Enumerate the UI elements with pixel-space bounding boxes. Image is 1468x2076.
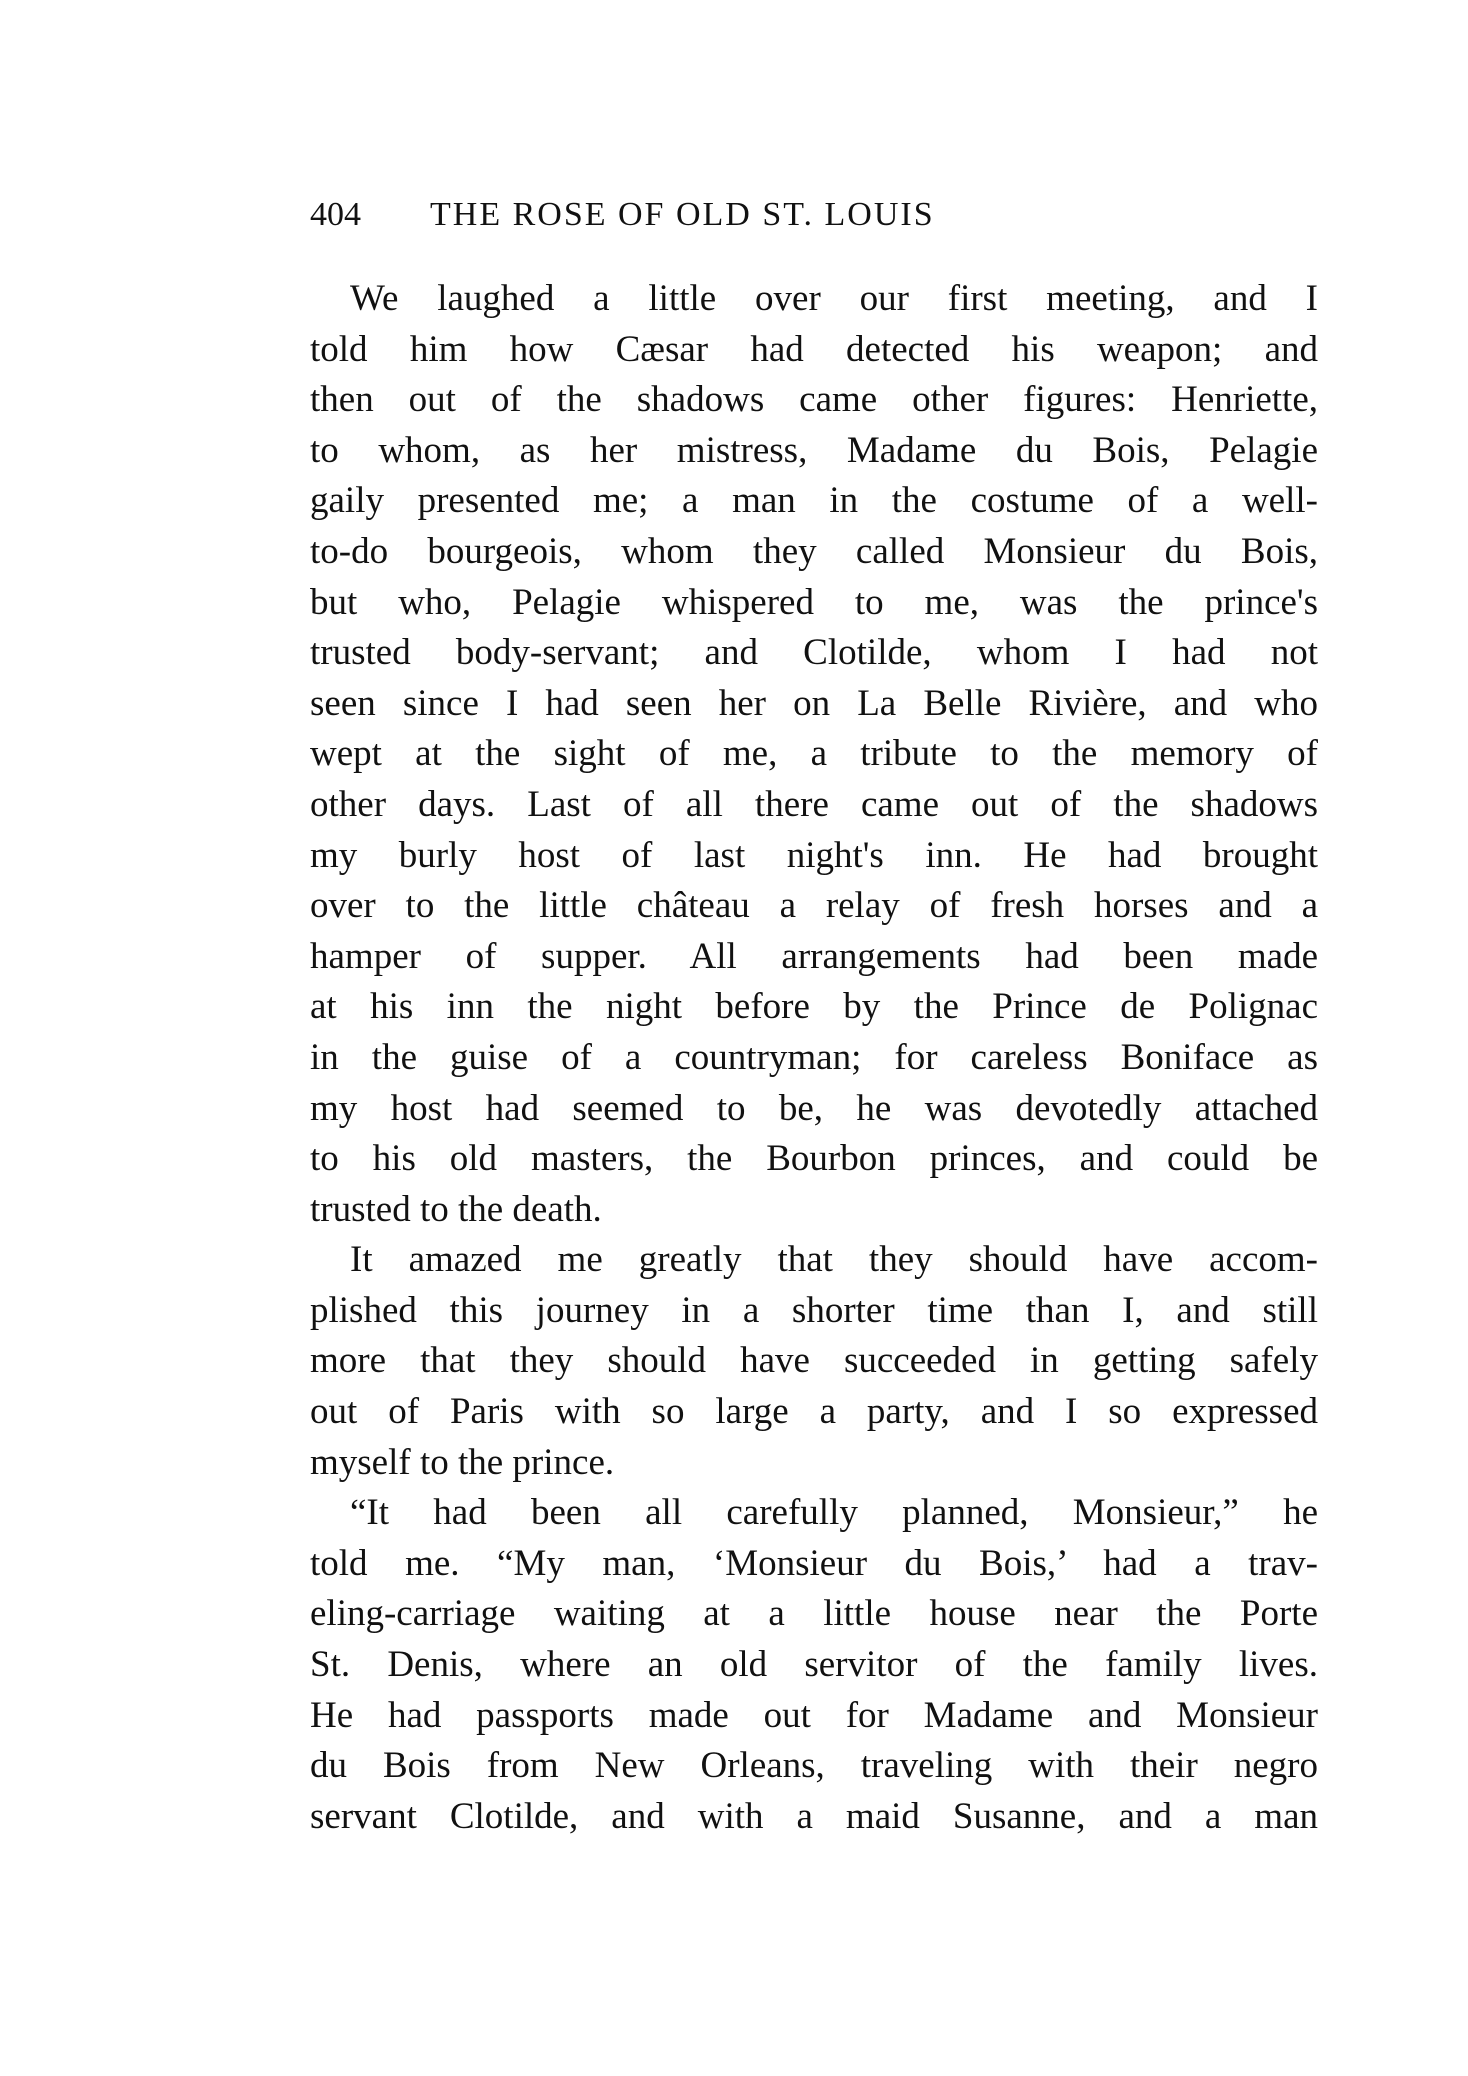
text-line: We laughed a little over our first meeting, and I xyxy=(350,278,1318,319)
text-line: wept at the sight of me, a tribute to the memory of xyxy=(310,733,1318,775)
text-line: gaily presented me; a man in the costume of a well- xyxy=(310,480,1318,522)
text-line: It amazed me greatly that they should have accom- xyxy=(350,1239,1318,1281)
running-header xyxy=(310,196,1318,240)
text-line: my host had seemed to be, he was devotedly attached xyxy=(310,1087,1318,1129)
text-line: but who, Pelagie whispered to me, was the prince's xyxy=(310,581,1318,623)
text-line: eling-carriage waiting at a little house near the Porte xyxy=(310,1593,1318,1635)
text-line: hamper of supper. All arrangements had been made xyxy=(310,935,1318,977)
text-line: other days. Last of all there came out of the shadows xyxy=(310,783,1318,825)
text-line: plished this journey in a shorter time than I, and still xyxy=(310,1289,1318,1331)
text-line: to his old masters, the Bourbon princes, and could be xyxy=(310,1138,1318,1180)
running-title: THE ROSE OF OLD ST. LOUIS xyxy=(430,196,935,233)
text-line: trusted to the death. xyxy=(310,1188,602,1230)
text-line: to whom, as her mistress, Madame du Bois, Pelagie xyxy=(310,429,1318,471)
text-line: du Bois from New Orleans, traveling with their negro xyxy=(310,1745,1318,1787)
body-text xyxy=(310,274,1318,1842)
text-line: told me. “My man, ‘Monsieur du Bois,’ had a trav- xyxy=(310,1542,1318,1584)
text-line: myself to the prince. xyxy=(310,1441,615,1483)
text-line: at his inn the night before by the Prince de Polignac xyxy=(310,986,1318,1028)
text-line: then out of the shadows came other figures: Henriette, xyxy=(310,379,1318,421)
text-line: seen since I had seen her on La Belle Rivière, and who xyxy=(310,682,1318,724)
text-line: St. Denis, where an old servitor of the family lives. xyxy=(310,1644,1318,1686)
text-line: more that they should have succeeded in getting safely xyxy=(310,1340,1318,1382)
text-line: over to the little château a relay of fresh horses and a xyxy=(310,885,1318,927)
text-line: servant Clotilde, and with a maid Susanne, and a man xyxy=(310,1795,1318,1837)
text-line: He had passports made out for Madame and Monsieur xyxy=(310,1694,1318,1736)
text-line: out of Paris with so large a party, and I so expressed xyxy=(310,1391,1318,1433)
text-line: to-do bourgeois, whom they called Monsieur du Bois, xyxy=(310,530,1318,572)
text-line: “It had been all carefully planned, Monsieur,” he xyxy=(350,1492,1318,1534)
text-line: trusted body-servant; and Clotilde, whom I had not xyxy=(310,632,1318,674)
text-line: told him how Cæsar had detected his weapon; and xyxy=(310,328,1318,370)
text-line: my burly host of last night's inn. He had brought xyxy=(310,834,1318,876)
text-line: in the guise of a countryman; for careless Boniface as xyxy=(310,1036,1318,1078)
page-number: 404 xyxy=(310,196,361,233)
